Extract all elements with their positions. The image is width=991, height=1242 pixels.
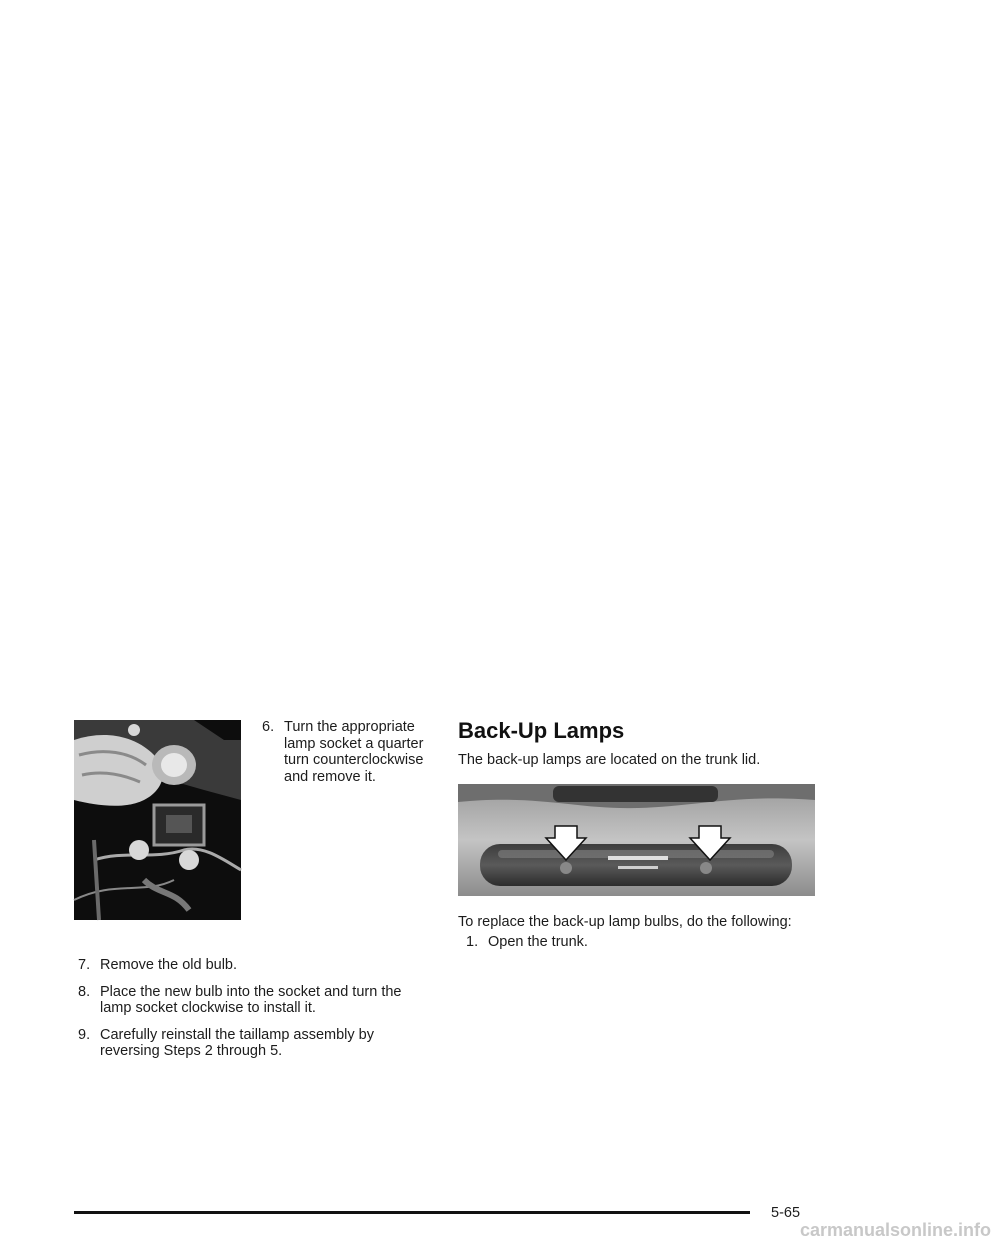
step-item (78, 984, 418, 1017)
page-number: 5-65 (771, 1205, 801, 1221)
step-number: 7. (78, 957, 91, 973)
step-list-right-column (466, 934, 806, 951)
watermark: carmanualsonline.info (800, 1220, 991, 1240)
step-number: 9. (78, 1026, 91, 1043)
step-list-right-of-photo (262, 719, 432, 785)
back-up-lamps-photo (458, 784, 815, 896)
step-item (262, 719, 432, 785)
step-number: 1. (466, 934, 479, 950)
footer-rule (74, 1211, 750, 1214)
step-text: Open the trunk. (488, 934, 588, 950)
step-item (78, 957, 418, 974)
step-text: Carefully reinstall the taillamp assembly by reversing Steps 2 through 5. (100, 1026, 374, 1059)
section-heading: Back-Up Lamps (458, 718, 625, 743)
step-list-left-column (78, 957, 418, 1070)
step-item (466, 934, 806, 951)
step-item (78, 1027, 418, 1060)
replace-instructions-intro: To replace the back-up lamp bulbs, do the following: (458, 914, 792, 930)
section-intro-paragraph: The back-up lamps are located on the trunk lid. (458, 752, 761, 768)
step-text: Place the new bulb into the socket and turn the lamp socket clockwise to install it. (100, 983, 402, 1016)
step-number: 8. (78, 983, 91, 1000)
step-number: 6. (262, 719, 275, 735)
step-text: Remove the old bulb. (100, 957, 238, 973)
step-text: Turn the appropriate lamp socket a quarter turn counterclockwise and remove it. (284, 719, 424, 785)
taillamp-socket-photo (74, 720, 241, 920)
